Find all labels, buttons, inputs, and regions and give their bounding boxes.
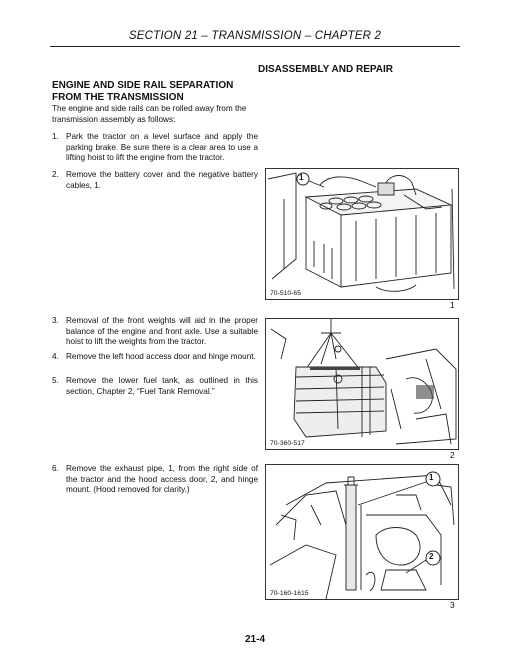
header-rule (50, 46, 460, 47)
step-number: 5. (52, 376, 59, 385)
figure-code: 70-510-65 (270, 290, 301, 297)
step-4 (52, 352, 260, 376)
figure-number: 2 (450, 450, 455, 460)
figure-number: 1 (450, 300, 455, 310)
figure-number: 3 (450, 600, 455, 610)
step-3 (52, 316, 260, 350)
figure-1-battery (265, 168, 459, 300)
step-number: 1. (52, 132, 59, 141)
page-number: 21-4 (244, 634, 265, 645)
heading-line-1: ENGINE AND SIDE RAIL SEPARATION (52, 80, 234, 91)
running-header: SECTION 21 – TRANSMISSION – CHAPTER 2 (128, 30, 382, 42)
heading-line-2: FROM THE TRANSMISSION (52, 92, 184, 103)
callout-label: 1 (429, 473, 434, 482)
procedure-heading (52, 80, 262, 104)
step-text: Remove the battery cover and the negative battery cables, 1. (66, 170, 258, 190)
step-number: 4. (52, 352, 59, 361)
step-number: 6. (52, 464, 59, 473)
step-text: Removal of the front weights will aid in the proper balance of the engine and front axle. Use a suitable hoist to lift the weights from the tractor. (66, 316, 258, 347)
step-1 (52, 132, 260, 166)
section-title: DISASSEMBLY AND REPAIR (258, 64, 394, 75)
exhaust-illustration (266, 465, 458, 599)
step-text: Remove the left hood access door and hinge mount. (66, 352, 256, 361)
step-6 (52, 464, 260, 498)
step-text: Park the tractor on a level surface and apply the parking brake. Be sure there is a clear area to use a lifting hoist to lift the engine from the tractor. (66, 132, 258, 163)
step-text: Remove the exhaust pipe, 1, from the right side of the tractor and the hood access door, 2, and hinge mount. (Hood removed for clarity.) (66, 464, 258, 495)
front-weights-illustration (266, 319, 458, 449)
intro-paragraph: The engine and side rails can be rolled away from the transmission assembly as follows: (52, 104, 247, 124)
step-number: 2. (52, 170, 59, 179)
figure-code: 70-360-517 (270, 440, 305, 447)
figure-2-front-weights (265, 318, 459, 450)
step-number: 3. (52, 316, 59, 325)
callout-label: 1 (299, 173, 304, 182)
battery-illustration (266, 169, 458, 299)
step-5 (52, 376, 260, 410)
figure-3-exhaust-pipe (265, 464, 459, 600)
step-text: Remove the lower fuel tank, as outlined in this section, Chapter 2, “Fuel Tank Removal.” (66, 376, 258, 396)
callout-label: 2 (429, 552, 434, 561)
step-2 (52, 170, 260, 194)
figure-code: 70-160-1615 (270, 590, 309, 597)
